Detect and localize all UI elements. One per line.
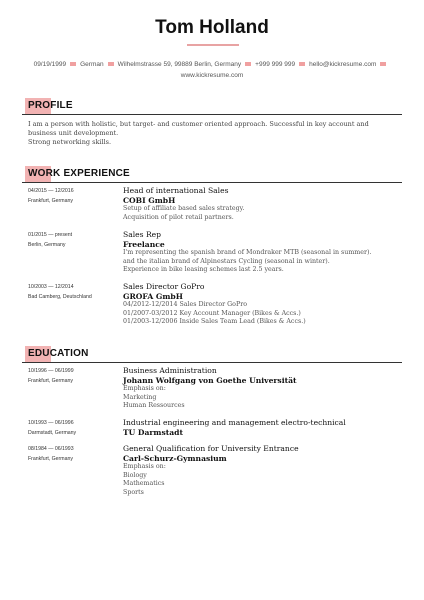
desc-line: Emphasis on:: [123, 385, 166, 392]
entry-dates: 10/1993 — 06/1996: [28, 420, 74, 426]
desc-line: and the italian brand of Alpinestars Cycling (seasonal in winter).: [123, 257, 330, 265]
name-underline: [187, 44, 239, 46]
entry-org: Carl-Schurz-Gymnasium: [123, 453, 227, 463]
section-rule: [22, 362, 402, 363]
contact-website[interactable]: www.kickresume.com: [180, 72, 244, 79]
entry-place: Bad Camberg, Deutschland: [28, 294, 92, 300]
desc-line: Biology: [123, 471, 147, 479]
profile-line: Strong networking skills.: [28, 138, 112, 147]
contact-phone: +999 999 999: [255, 61, 296, 68]
section-rule: [22, 114, 402, 115]
desc-line: Mathematics: [123, 480, 165, 488]
entry-position: Sales Rep: [123, 230, 162, 239]
separator-square: [299, 62, 305, 66]
entry-position: Business Administration: [123, 366, 217, 375]
profile-text: [28, 120, 398, 148]
section-title-work: WORK EXPERIENCE: [28, 168, 130, 179]
separator-square: [380, 62, 386, 66]
entry-org: Freelance: [123, 239, 165, 249]
entry-description: [123, 385, 403, 411]
desc-line: Marketing: [123, 393, 157, 401]
entry-description: [123, 205, 403, 222]
contact-email[interactable]: hello@kickresume.com: [309, 61, 377, 68]
entry-dates: 04/2015 — 12/2016: [28, 188, 74, 194]
entry-place: Frankfurt, Germany: [28, 456, 73, 462]
entry-dates: 01/2015 — present: [28, 232, 73, 238]
contact-info: [20, 59, 404, 81]
entry-position: Industrial engineering and management electro-technical: [123, 418, 346, 427]
contact-address: Wilhelmstrasse 59, 99889 Berlin, Germany: [117, 61, 242, 68]
section-header-profile: [22, 98, 402, 114]
separator-square: [245, 62, 251, 66]
entry-description: [123, 463, 403, 497]
profile-line: I am a person with holistic, but target- and customer oriented approach. Successful in key account and business unit development.: [28, 120, 369, 138]
entry-place: Darmstadt, Germany: [28, 430, 77, 436]
entry-org: TU Darmstadt: [123, 427, 183, 437]
entry-org: Johann Wolfgang von Goethe Universität: [123, 375, 297, 385]
entry-description: [123, 301, 403, 327]
section-title-education: EDUCATION: [28, 348, 89, 359]
separator-square: [108, 62, 114, 66]
desc-line: Human Ressources: [123, 402, 185, 410]
entry-description: [123, 249, 403, 275]
separator-square: [70, 62, 76, 66]
section-header-education: [22, 346, 402, 362]
contact-birthdate: 09/19/1999: [33, 61, 67, 68]
entry-position: General Qualification for University Entrance: [123, 444, 299, 453]
entry-dates: 08/1984 — 06/1993: [28, 446, 74, 452]
section-title-profile: PROFILE: [28, 100, 73, 111]
desc-line: Acquisition of pilot retail partners.: [123, 213, 234, 221]
entry-position: Head of international Sales: [123, 186, 229, 195]
entry-place: Frankfurt, Germany: [28, 198, 73, 204]
desc-line: Emphasis on:: [123, 463, 166, 470]
entry-org: GROFA GmbH: [123, 291, 183, 301]
desc-line: Experience in bike leasing schemes last 2.5 years.: [123, 266, 284, 274]
entry-dates: 10/1996 — 06/1999: [28, 368, 74, 374]
desc-line: Setup of affiliate based sales strategy.: [123, 205, 245, 212]
section-rule: [22, 182, 402, 183]
contact-nationality: German: [80, 61, 104, 68]
desc-line: 01/2007-03/2012 Key Account Manager (Bikes & Accs.): [123, 309, 301, 317]
desc-line: 01/2003-12/2006 Inside Sales Team Lead (Bikes & Accs.): [123, 318, 306, 326]
entry-place: Frankfurt, Germany: [28, 378, 73, 384]
resume-name: Tom Holland: [155, 17, 269, 38]
section-header-work: [22, 166, 402, 182]
entry-org: COBI GmbH: [123, 195, 176, 205]
desc-line: I'm representing the spanish brand of Mondraker MTB (seasonal in summer).: [123, 249, 372, 256]
entry-position: Sales Director GoPro: [123, 282, 205, 291]
entry-place: Berlin, Germany: [28, 242, 66, 248]
desc-line: Sports: [123, 488, 144, 496]
desc-line: 04/2012-12/2014 Sales Director GoPro: [123, 301, 248, 308]
entry-dates: 10/2003 — 12/2014: [28, 284, 74, 290]
